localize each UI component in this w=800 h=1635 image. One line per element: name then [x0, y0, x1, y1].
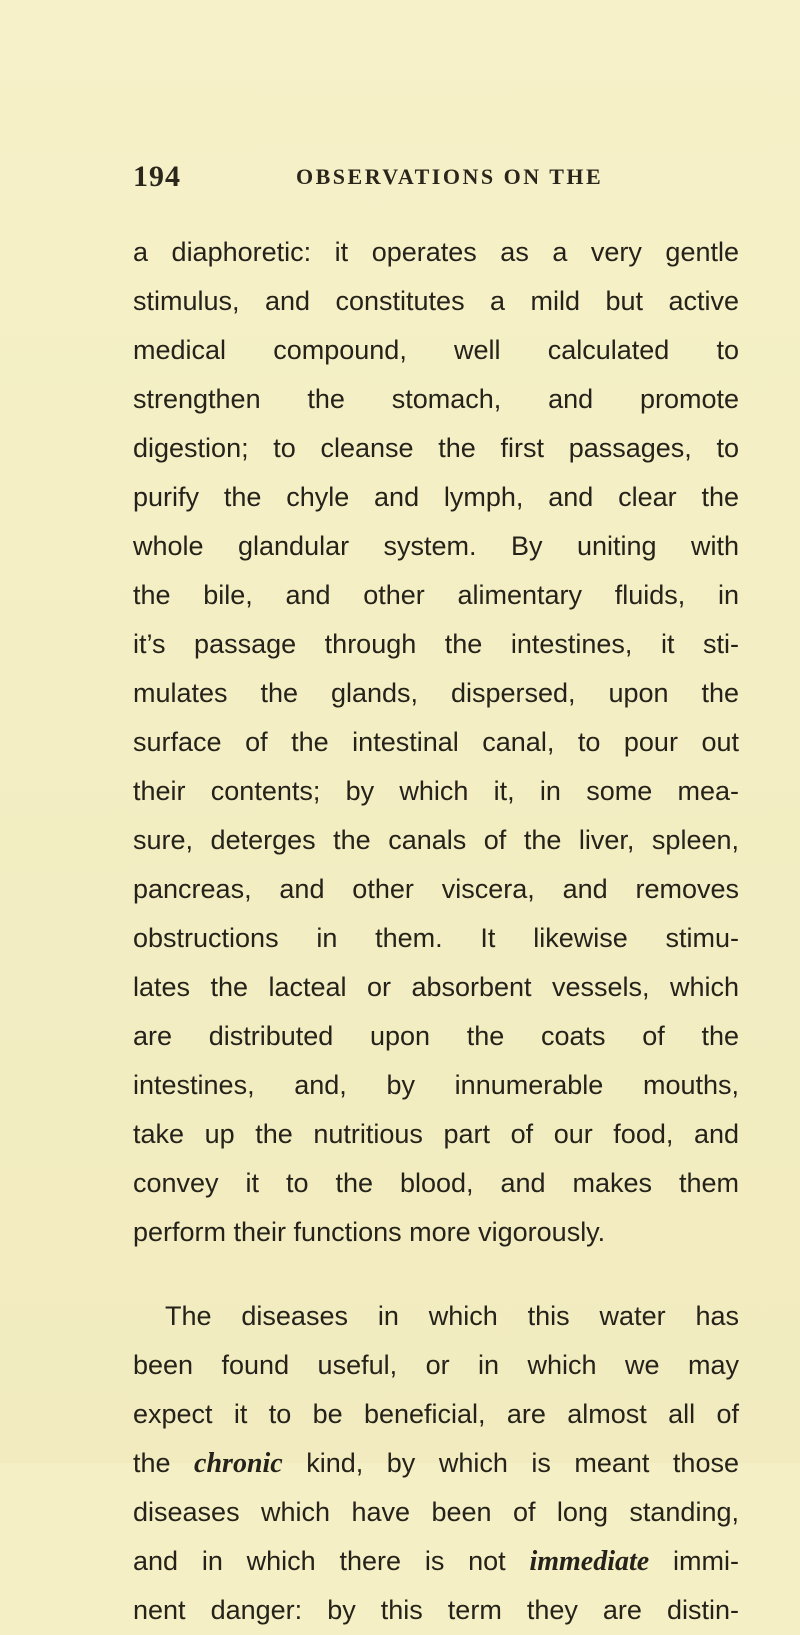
text-segment: obstructions in them. It likewise stimu- — [133, 923, 739, 953]
text-line — [133, 1586, 739, 1635]
text-segment: diseases which have been of long standing, — [133, 1497, 739, 1527]
paragraph-gap — [133, 1257, 739, 1292]
text-line — [133, 620, 739, 669]
text-segment: whole glandular system. By uniting with — [133, 531, 739, 561]
text-line — [133, 228, 739, 277]
text-segment: stimulus, and constitutes a mild but active — [133, 286, 739, 316]
text-line — [133, 1341, 739, 1390]
text-segment: strengthen the stomach, and promote — [133, 384, 739, 414]
text-line — [133, 1110, 739, 1159]
text-line — [133, 571, 739, 620]
text-segment: mulates the glands, dispersed, upon the — [133, 678, 739, 708]
text-line — [133, 1292, 739, 1341]
text-segment: sure, deterges the canals of the liver, spleen, — [133, 825, 739, 855]
text-segment: nent danger: by this term they are distin- — [133, 1595, 739, 1625]
text-segment: the — [133, 1448, 195, 1478]
text-line — [133, 1208, 739, 1257]
text-segment: take up the nutritious part of our food, and — [133, 1119, 739, 1149]
text-line — [133, 522, 739, 571]
text-line — [133, 1159, 739, 1208]
text-segment: The diseases in which this water has — [165, 1301, 739, 1331]
text-segment: kind, by which is meant those — [282, 1448, 739, 1478]
text-segment: immi- — [649, 1546, 739, 1576]
text-segment: been found useful, or in which we may — [133, 1350, 739, 1380]
text-line — [133, 816, 739, 865]
text-segment: pancreas, and other viscera, and removes — [133, 874, 739, 904]
text-segment: are distributed upon the coats of the — [133, 1021, 739, 1051]
text-line — [133, 424, 739, 473]
text-segment: expect it to be beneficial, are almost all of — [133, 1399, 739, 1429]
text-line — [133, 669, 739, 718]
text-line — [133, 1439, 739, 1488]
text-line — [133, 914, 739, 963]
text-segment: convey it to the blood, and makes them — [133, 1168, 739, 1198]
text-segment: intestines, and, by innumerable mouths, — [133, 1070, 739, 1100]
text-line — [133, 963, 739, 1012]
text-segment: it’s passage through the intestines, it sti- — [133, 629, 739, 659]
text-segment: and in which there is not — [133, 1546, 530, 1576]
text-line — [133, 1390, 739, 1439]
text-line — [133, 1537, 739, 1586]
italic-word: chronic — [194, 1448, 283, 1479]
text-segment: purify the chyle and lymph, and clear the — [133, 482, 739, 512]
text-segment: perform their functions more vigorously. — [133, 1217, 606, 1247]
text-line — [133, 326, 739, 375]
text-line — [133, 1061, 739, 1110]
text-segment: surface of the intestinal canal, to pour out — [133, 727, 739, 757]
text-line — [133, 718, 739, 767]
italic-word: immediate — [529, 1546, 650, 1577]
text-line — [133, 1488, 739, 1537]
running-head — [133, 160, 733, 200]
text-segment: the bile, and other alimentary fluids, in — [133, 580, 739, 610]
body-text — [133, 228, 739, 1635]
text-segment: their contents; by which it, in some mea- — [133, 776, 739, 806]
text-segment: lates the lacteal or absorbent vessels, which — [133, 972, 739, 1002]
running-title: OBSERVATIONS ON THE — [296, 164, 604, 189]
text-line — [133, 277, 739, 326]
text-line — [133, 1012, 739, 1061]
text-segment: a diaphoretic: it operates as a very gentle — [133, 237, 739, 267]
text-line — [133, 473, 739, 522]
page-number: 194 — [133, 160, 181, 193]
text-line — [133, 865, 739, 914]
text-segment: digestion; to cleanse the first passages, to — [133, 433, 739, 463]
text-line — [133, 767, 739, 816]
text-line — [133, 375, 739, 424]
text-segment: medical compound, well calculated to — [133, 335, 739, 365]
